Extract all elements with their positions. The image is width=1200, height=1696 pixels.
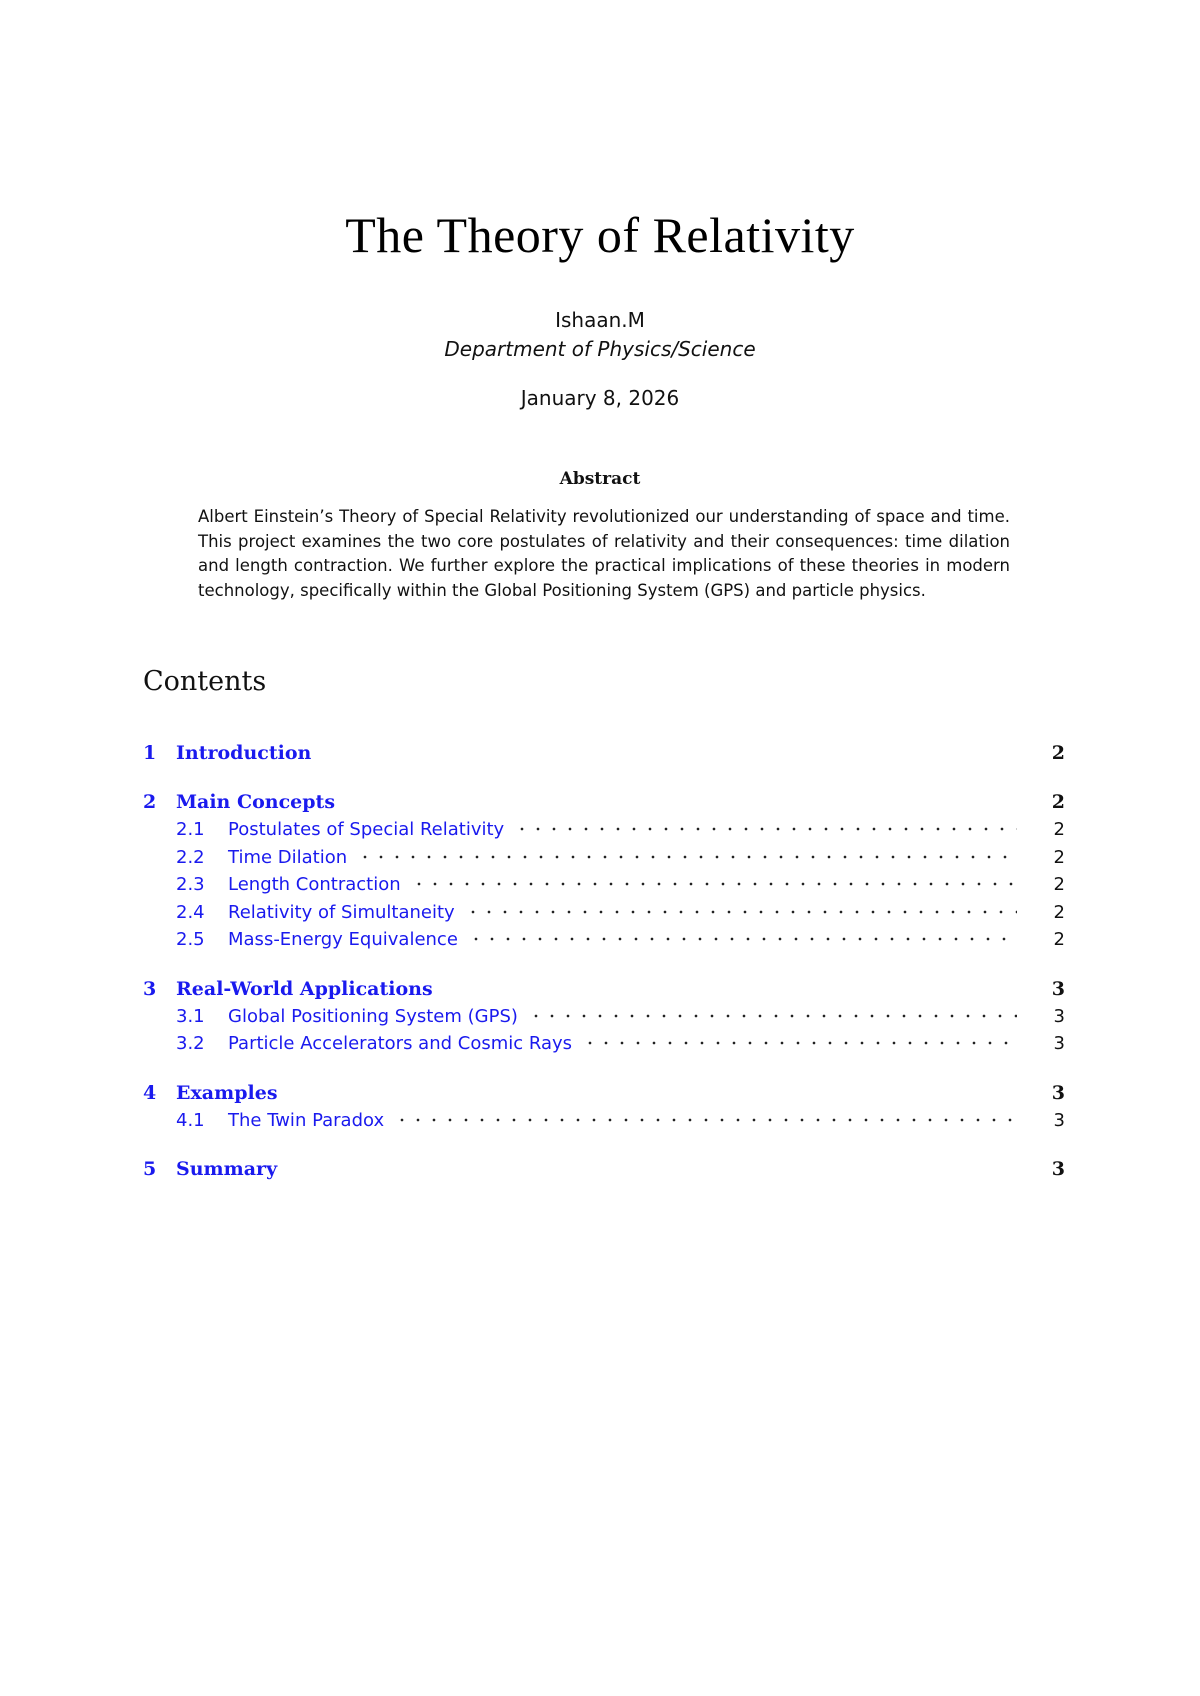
- toc-section-number[interactable]: 5: [143, 1158, 157, 1180]
- toc-page-number: 3: [1053, 1109, 1065, 1131]
- toc-section-number[interactable]: 1: [143, 742, 157, 764]
- toc-page-number: 2: [1053, 819, 1065, 840]
- toc-subsection-entry[interactable]: [143, 1033, 1065, 1061]
- toc-subsection-number[interactable]: 2.5: [176, 929, 205, 950]
- toc-section-number[interactable]: 4: [143, 1081, 157, 1104]
- toc-dot-leader: [394, 1118, 1017, 1122]
- toc-subsection-link[interactable]: The Twin Paradox: [228, 1109, 385, 1131]
- toc-dot-leader: [514, 827, 1017, 831]
- toc-section-link[interactable]: Introduction: [176, 742, 312, 764]
- toc-page-number: 3: [1053, 1005, 1065, 1027]
- toc-section-entry[interactable]: [143, 791, 1065, 819]
- author-name: Ishaan.M: [555, 308, 645, 332]
- toc-subsection-entry[interactable]: [143, 874, 1065, 902]
- toc-subsection-link[interactable]: Mass-Energy Equivalence: [228, 929, 458, 950]
- toc-page-number: 2: [1053, 901, 1065, 923]
- toc-page-number: 3: [1051, 977, 1065, 1000]
- document-title: The Theory of Relativity: [345, 207, 855, 263]
- toc-page-number: 2: [1053, 846, 1065, 868]
- toc-subsection-link[interactable]: Relativity of Simultaneity: [228, 901, 455, 923]
- toc-section-entry[interactable]: [143, 742, 1065, 770]
- toc-subsection-number[interactable]: 4.1: [176, 1109, 205, 1131]
- toc-subsection-number[interactable]: 2.3: [176, 874, 205, 895]
- abstract-text: Albert Einstein’s Theory of Special Relativity revolutionized our understanding of space and time. This project examines the two core postulates of relativity and their consequences: time dilation and length contraction. We further explore the practical implications of these theories in modern technology, specifically within the Global Positioning System (GPS) and particle physics.: [198, 507, 1010, 600]
- toc-subsection-entry[interactable]: [143, 1110, 1065, 1138]
- contents-heading: Contents: [143, 666, 267, 697]
- toc-subsection-number[interactable]: 3.1: [176, 1005, 205, 1027]
- toc-subsection-link[interactable]: Particle Accelerators and Cosmic Rays: [228, 1033, 573, 1054]
- toc-subsection-number[interactable]: 3.2: [176, 1033, 205, 1054]
- toc-page-number: 3: [1051, 1081, 1065, 1104]
- toc-section-entry[interactable]: [143, 1082, 1065, 1110]
- toc-subsection-entry[interactable]: [143, 847, 1065, 875]
- toc-section-entry[interactable]: [143, 978, 1065, 1006]
- toc-section-link[interactable]: Summary: [176, 1158, 278, 1180]
- toc-page-number: 3: [1051, 1158, 1065, 1180]
- toc-dot-leader: [357, 855, 1017, 859]
- toc-dot-leader: [465, 910, 1017, 914]
- toc-section-number[interactable]: 2: [143, 791, 157, 813]
- toc-subsection-number[interactable]: 2.1: [176, 819, 205, 840]
- toc-subsection-entry[interactable]: [143, 929, 1065, 957]
- toc-dot-leader: [468, 937, 1017, 941]
- table-of-contents: [143, 742, 1065, 1186]
- toc-page-number: 3: [1053, 1033, 1065, 1054]
- toc-page-number: 2: [1051, 742, 1065, 764]
- toc-section-link[interactable]: Real-World Applications: [176, 977, 433, 1000]
- toc-section-entry[interactable]: [143, 1158, 1065, 1186]
- toc-dot-leader: [411, 882, 1017, 886]
- toc-subsection-number[interactable]: 2.2: [176, 846, 205, 868]
- toc-dot-leader: [528, 1014, 1017, 1018]
- toc-subsection-entry[interactable]: [143, 1006, 1065, 1034]
- toc-section-link[interactable]: Examples: [176, 1081, 278, 1104]
- toc-page-number: 2: [1051, 791, 1065, 813]
- toc-dot-leader: [582, 1041, 1017, 1045]
- department: Department of Physics/Science: [444, 337, 756, 361]
- toc-page-number: 2: [1053, 874, 1065, 895]
- toc-subsection-link[interactable]: Length Contraction: [228, 874, 401, 895]
- abstract-heading: Abstract: [559, 469, 641, 489]
- toc-section-link[interactable]: Main Concepts: [176, 791, 336, 813]
- toc-subsection-link[interactable]: Postulates of Special Relativity: [228, 819, 505, 840]
- document-date: January 8, 2026: [520, 386, 680, 410]
- toc-section-number[interactable]: 3: [143, 977, 157, 1000]
- toc-subsection-link[interactable]: Time Dilation: [228, 846, 348, 868]
- toc-page-number: 2: [1053, 929, 1065, 950]
- toc-subsection-entry[interactable]: [143, 902, 1065, 930]
- toc-subsection-link[interactable]: Global Positioning System (GPS): [228, 1005, 518, 1027]
- toc-subsection-entry[interactable]: [143, 819, 1065, 847]
- toc-subsection-number[interactable]: 2.4: [176, 901, 205, 923]
